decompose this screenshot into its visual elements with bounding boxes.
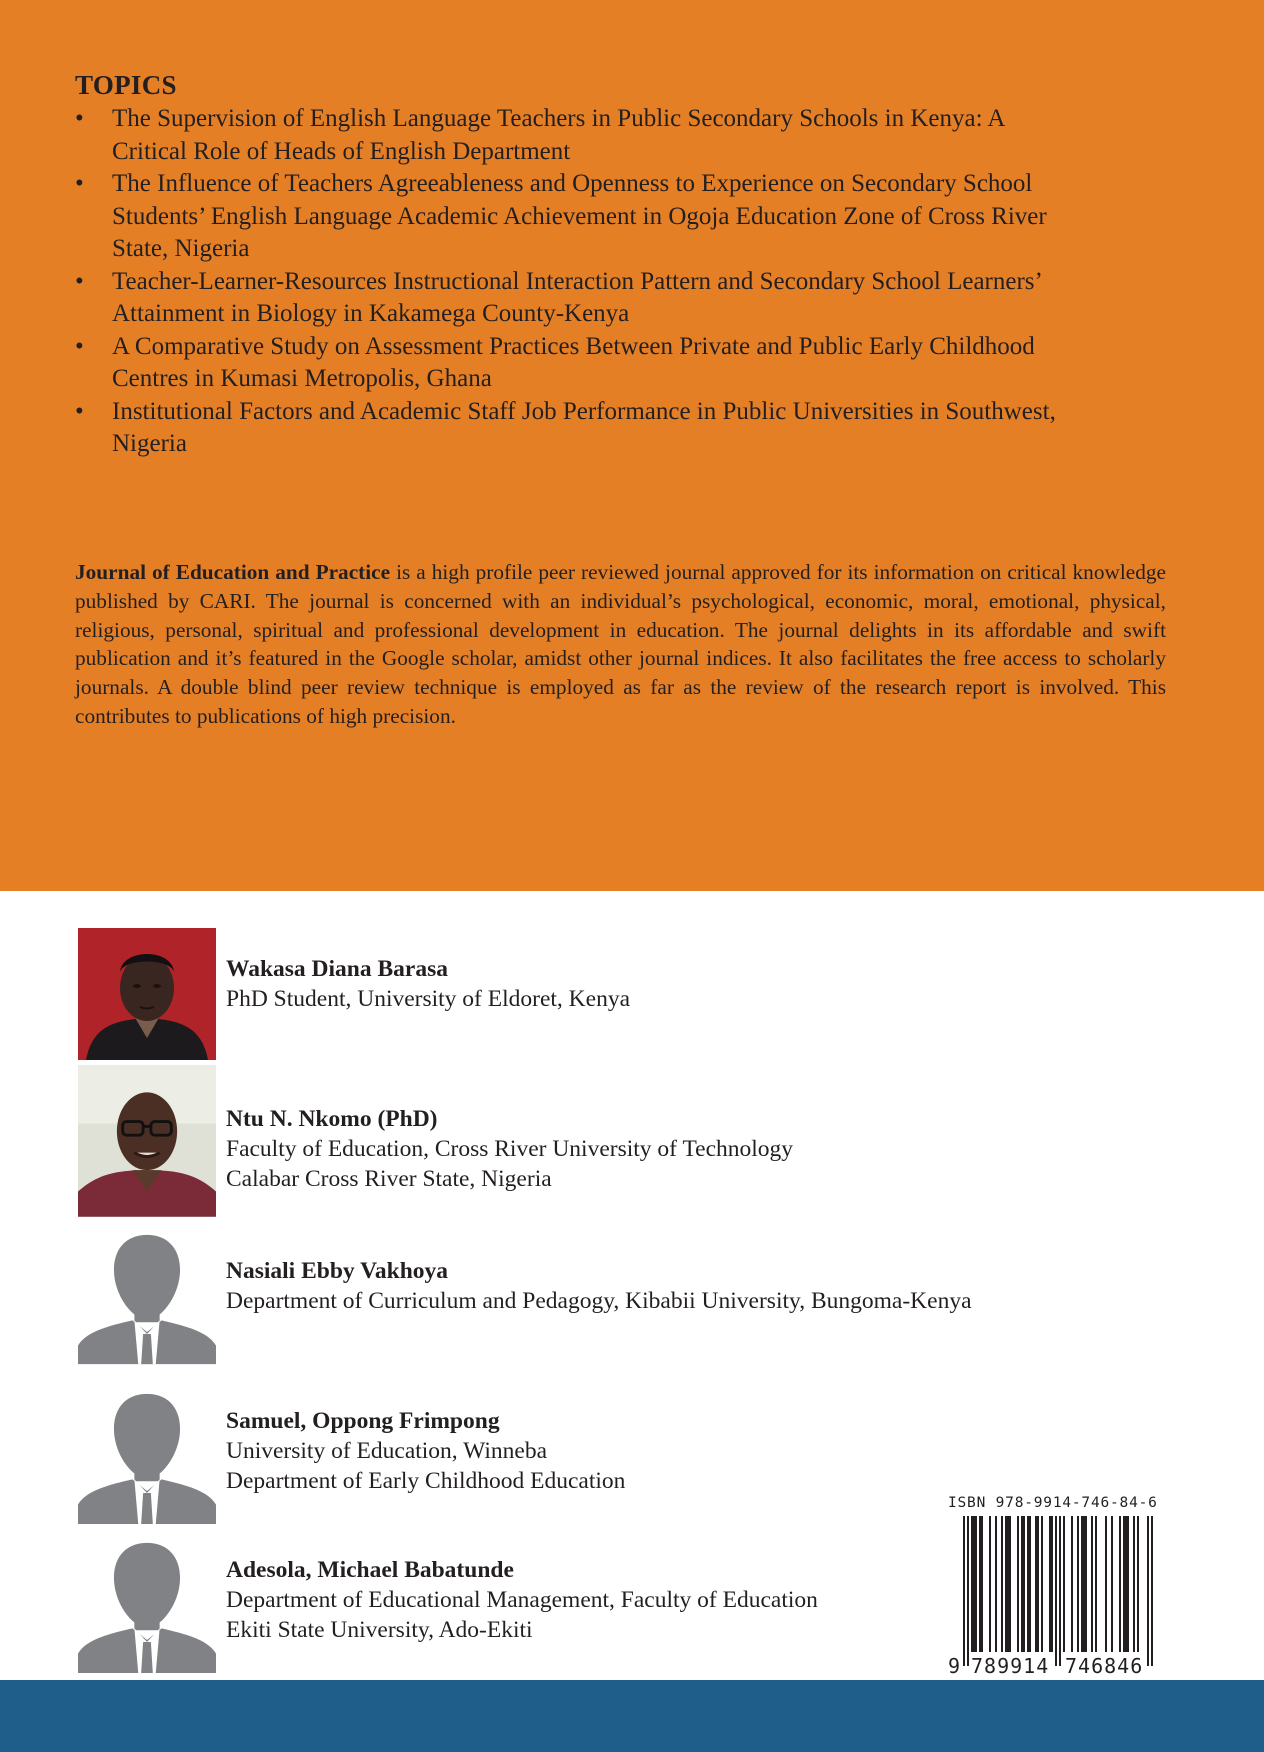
barcode-digits-left: 789914 [971,1654,1050,1676]
barcode-bar [1049,1516,1051,1652]
barcode-bar [1017,1516,1019,1652]
topic-item [75,103,1175,168]
barcode-bar [989,1516,991,1652]
author-details [226,954,630,1014]
barcode-bar [1085,1516,1087,1652]
barcode-bar [1041,1516,1043,1652]
topic-line: A Comparative Study on Assessment Practices Between Private and Public Early Childhood [112,332,1035,360]
topics-heading: TOPICS [75,70,177,100]
author-name: Ntu N. Nkomo (PhD) [226,1106,438,1132]
topic-line: Teacher-Learner-Resources Instructional Interaction Pattern and Secondary School Learners’ [112,267,1043,295]
author-name: Wakasa Diana Barasa [226,956,448,982]
barcode-bar [1083,1516,1085,1652]
bullet-icon: • [75,332,84,360]
barcode-bar [1137,1516,1139,1652]
barcode-bar [1133,1516,1135,1652]
barcode-bar [1059,1516,1061,1666]
isbn-label: ISBN 978-9914-746-84-6 [948,1495,1158,1511]
barcode-bar [971,1516,973,1652]
user-silhouette-icon [78,1537,216,1675]
barcode-bar [1105,1516,1107,1652]
barcode-bar [1125,1516,1127,1652]
barcode-bar [1077,1516,1079,1652]
topics-list [75,103,1175,461]
author-details [226,1406,625,1496]
barcode-bar [963,1516,965,1666]
barcode-bar [1001,1516,1003,1652]
author-name: Adesola, Michael Babatunde [226,1557,514,1583]
topic-item [75,331,1175,396]
author-affiliation: Ekiti State University, Ado-Ekiti [226,1617,533,1643]
barcode-bar [1071,1516,1073,1652]
author-name: Nasiali Ebby Vakhoya [226,1258,449,1284]
topic-line: Critical Role of Heads of English Department [112,137,571,165]
barcode-bar [1005,1516,1007,1652]
topic-line: Nigeria [112,430,187,457]
barcode-bar [1081,1516,1083,1652]
topic-item [75,396,1175,461]
author-affiliation: University of Education, Winneba [226,1438,548,1464]
barcode-icon [948,1516,1163,1676]
barcode-bar [1051,1516,1053,1652]
topic-line: Students’ English Language Academic Achievement in Ogoja Education Zone of Cross River [112,202,1047,230]
bullet-icon: • [75,397,84,425]
barcode-bar [973,1516,975,1652]
author-details [226,1555,818,1645]
blue-footer-band [0,1680,1264,1752]
journal-description [75,558,1166,731]
barcode-bar [1151,1516,1153,1666]
barcode-bar [1111,1516,1113,1652]
barcode-bar [1023,1516,1025,1652]
barcode-bar [1123,1516,1125,1652]
topic-line: Attainment in Biology in Kakamega County-Kenya [112,300,630,327]
author-name: Samuel, Oppong Frimpong [226,1408,500,1434]
author-details [226,1104,793,1194]
barcode-bar [1035,1516,1037,1652]
isbn-block [948,1495,1163,1676]
barcode-bar [1021,1516,1023,1652]
author-affiliation: Calabar Cross River State, Nigeria [226,1166,552,1192]
journal-name: Journal of Education and Practice [75,560,391,584]
topic-line: Centres in Kumasi Metropolis, Ghana [112,365,492,392]
barcode-bar [979,1516,981,1652]
topic-line: State, Nigeria [112,235,250,262]
barcode-bar [1063,1516,1065,1652]
barcode-digits-right: 746846 [1065,1654,1144,1676]
journal-description-text: is a high profile peer reviewed journal approved for its information on critical knowledge published by CARI. The journal is concerned with an individual’s psychological, economic, moral, emotional, physical, religious, personal, spiritual and professional development in education. The journal delights in its affordable and swift publication and it’s featured in the Google scholar, amidst other journal indices. It also facilitates the free access to scholarly journals. A double blind peer review technique is employed as far as the review of the research report is involved. This contributes to publications of high precision. [75,560,1166,728]
barcode-bar [995,1516,997,1652]
topic-line: Institutional Factors and Academic Staff Job Performance in Public Universities in Southwest, [112,397,1056,425]
barcode-bar [1037,1516,1039,1652]
author-photo [78,928,216,1060]
barcode-digit-first: 9 [948,1654,961,1676]
barcode-bar [1127,1516,1129,1652]
barcode-bar [1095,1516,1097,1652]
topic-item [75,266,1175,331]
barcode-bar [975,1516,977,1652]
user-silhouette-icon [78,1229,216,1366]
barcode-bar [1091,1516,1093,1652]
bullet-icon: • [75,170,84,197]
author-affiliation: Department of Early Childhood Education [226,1468,626,1494]
author-affiliation: Faculty of Education, Cross River University of Technology [226,1136,794,1162]
author-affiliation: Department of Educational Management, Faculty of Education [226,1587,818,1613]
barcode-bar [1029,1516,1031,1652]
barcode-bar [1147,1516,1149,1666]
author-affiliation: Department of Curriculum and Pedagogy, Kibabii University, Bungoma-Kenya [226,1288,972,1314]
bullet-icon: • [75,105,84,132]
bullet-icon: • [75,267,84,295]
topic-line: The Influence of Teachers Agreeableness and Openness to Experience on Secondary School [112,170,1033,197]
barcode-bar [1119,1516,1121,1652]
barcode-bar [1055,1516,1057,1666]
barcode-bar [981,1516,983,1652]
author-photo [78,1063,216,1219]
author-details [226,1256,972,1316]
barcode-bar [1007,1516,1009,1652]
barcode-bar [1009,1516,1011,1652]
topic-line: The Supervision of English Language Teachers in Public Secondary Schools in Kenya: A [112,105,1006,132]
barcode-bar [1027,1516,1029,1652]
topic-item [75,168,1175,266]
barcode-bar [967,1516,969,1666]
author-affiliation: PhD Student, University of Eldoret, Kenya [226,986,631,1012]
user-silhouette-icon [78,1388,216,1526]
